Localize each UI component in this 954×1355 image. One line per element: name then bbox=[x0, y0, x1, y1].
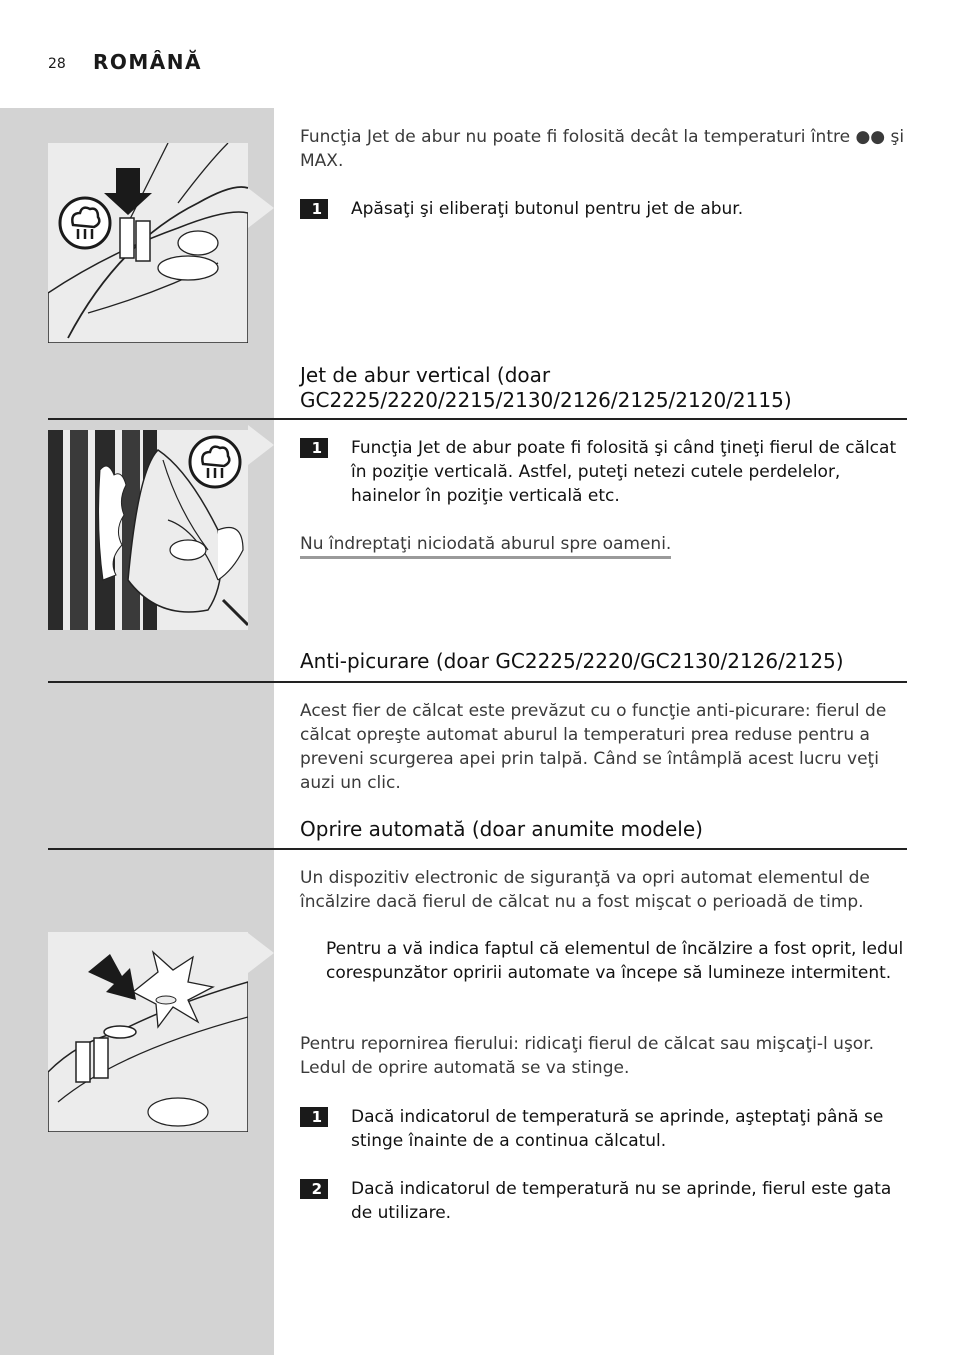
antidrip-heading: Anti-picurare (doar GC2225/2220/GC2130/2126/2125) bbox=[300, 649, 844, 673]
autooff-body: Un dispozitiv electronic de siguranţă va opri automat elementul de încălzire dacă fierul de călcat nu a fost mişcat o perioadă de timp. bbox=[300, 868, 870, 912]
arrow-down-icon bbox=[104, 168, 152, 215]
step-number: 1 bbox=[300, 1107, 328, 1127]
steam-icon bbox=[190, 437, 240, 487]
warning-text: Nu îndreptaţi niciodată aburul spre oameni. bbox=[300, 532, 671, 559]
callout-pointer bbox=[248, 188, 274, 228]
step-text: Funcţia Jet de abur poate fi folosită şi când ţineţi fierul de călcat în poziţie verticală. Astfel, puteţi netezi cutele perdelelor, hainelor în poziţie verticală etc. bbox=[351, 438, 897, 506]
autooff-heading: Oprire automată (doar anumite modele) bbox=[300, 817, 703, 841]
autooff-restart: Pentru repornirea fierului: ridicaţi fierul de călcat sau mişcaţi-l uşor. Ledul de oprire automată se va stinge. bbox=[300, 1034, 875, 1078]
step-text: Apăsaţi şi eliberaţi butonul pentru jet de abur. bbox=[351, 199, 744, 219]
vertical-steam-heading: Jet de abur vertical (doar GC2225/2220/2215/2130/2126/2125/2120/2115) bbox=[300, 363, 792, 412]
section-divider bbox=[48, 681, 907, 683]
callout-pointer bbox=[248, 425, 274, 465]
step-text: Dacă indicatorul de temperatură se aprinde, aşteptaţi până se stinge înainte de a continua călcatul. bbox=[351, 1107, 884, 1151]
step-text: Dacă indicatorul de temperatură nu se aprinde, fierul este gata de utilizare. bbox=[351, 1179, 892, 1223]
illustration-steam-jet-button bbox=[48, 143, 248, 343]
antidrip-body: Acest fier de călcat este prevăzut cu o funcţie anti-picurare: fierul de călcat opreşte automat aburul la temperaturi prea reduse pentru a preveni scurgerea apei prin talpă. Când se întâmplă acest lucru veţi auzi un clic. bbox=[300, 701, 887, 793]
jet-intro-text: Funcţia Jet de abur nu poate fi folosită decât la temperaturi între ●● şi MAX. bbox=[300, 127, 905, 171]
steam-icon bbox=[60, 198, 110, 248]
page-number: 28 bbox=[48, 56, 66, 72]
step-number: 1 bbox=[300, 438, 328, 458]
step-number: 1 bbox=[300, 199, 328, 219]
step-number: 2 bbox=[300, 1179, 328, 1199]
illustration-auto-off-led bbox=[48, 932, 248, 1132]
section-divider bbox=[48, 848, 907, 850]
autooff-note: Pentru a vă indica faptul că elementul de încălzire a fost oprit, ledul corespunzător opririi automate va începe să lumineze intermitent. bbox=[326, 939, 904, 983]
language-title: ROMÂNĂ bbox=[93, 50, 202, 74]
section-divider bbox=[48, 418, 907, 420]
callout-pointer bbox=[248, 933, 274, 973]
illustration-vertical-steam bbox=[48, 430, 248, 630]
